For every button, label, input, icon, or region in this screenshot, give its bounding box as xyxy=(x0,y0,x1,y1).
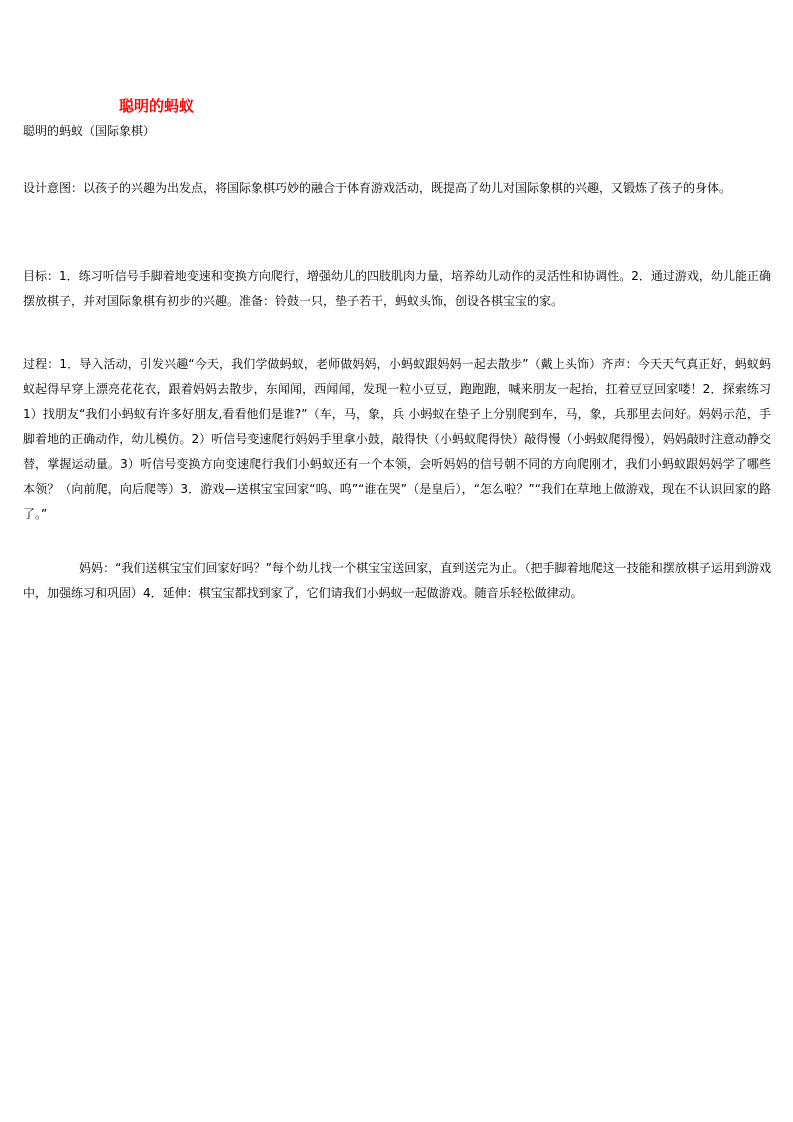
paragraph-design-intent: 设计意图：以孩子的兴趣为出发点，将国际象棋巧妙的融合于体育游戏活动，既提高了幼儿对国际象棋的兴趣，又锻炼了孩子的身体。 xyxy=(23,181,732,195)
paragraph-process: 过程：1．导入活动，引发兴趣“今天，我们学做蚂蚁，老师做妈妈，小蚂蚁跟妈妈一起去散步”（戴上头饰）齐声：今天天气真正好，蚂蚁蚂蚁起得早穿上漂亮花花衣，跟着妈妈去散步，东闻闻，西闻闻，发现一粒小豆豆，跑跑跑，喊来朋友一起抬，扛着豆豆回家喽！2．探索练习 1）找朋友“我们小蚂蚁有许多好朋友,看看他们是谁?”（车，马，象，兵 小蚂蚁在垫子上分别爬到车，马，象，兵那里去问好。妈妈示范，手脚着地的正确动作，幼儿模仿。2）听信号变速爬行妈妈手里拿小鼓，敲得快（小蚂蚁爬得快）敲得慢（小蚂蚁爬得慢），妈妈敲时注意动静交替，掌握运动量。3）听信号变换方向变速爬行我们小蚂蚁还有一个本领，会听妈妈的信号朝不同的方向爬刚才，我们小蚂蚁跟妈妈学了哪些本领？（向前爬，向后爬等）3．游戏—送棋宝宝回家“呜、呜”“谁在哭”（是皇后），“怎么啦？”“我们在草地上做游戏，现在不认识回家的路了。” xyxy=(23,357,771,521)
paragraph-goals-preparation: 目标：1．练习听信号手脚着地变速和变换方向爬行，增强幼儿的四肢肌肉力量，培养幼儿动作的灵活性和协调性。2．通过游戏，幼儿能正确摆放棋子，并对国际象棋有初步的兴趣。准备：铃鼓一只，垫子若干，蚂蚁头饰，创设各棋宝宝的家。 xyxy=(23,269,771,308)
document-subtitle: 聪明的蚂蚁（国际象棋） xyxy=(23,124,156,138)
paragraph-mom-dialogue xyxy=(23,556,771,606)
paragraph-mom-text: 妈妈：“我们送棋宝宝们回家好吗？”每个幼儿找一个棋宝宝送回家，直到送完为止。（把手脚着地爬这一技能和摆放棋子运用到游戏中，加强练习和巩固）4．延伸：棋宝宝都找到家了，它们请我们小蚂蚁一起做游戏。随音乐轻松做律动。 xyxy=(23,561,771,600)
document-title: 聪明的蚂蚁 xyxy=(119,97,195,115)
